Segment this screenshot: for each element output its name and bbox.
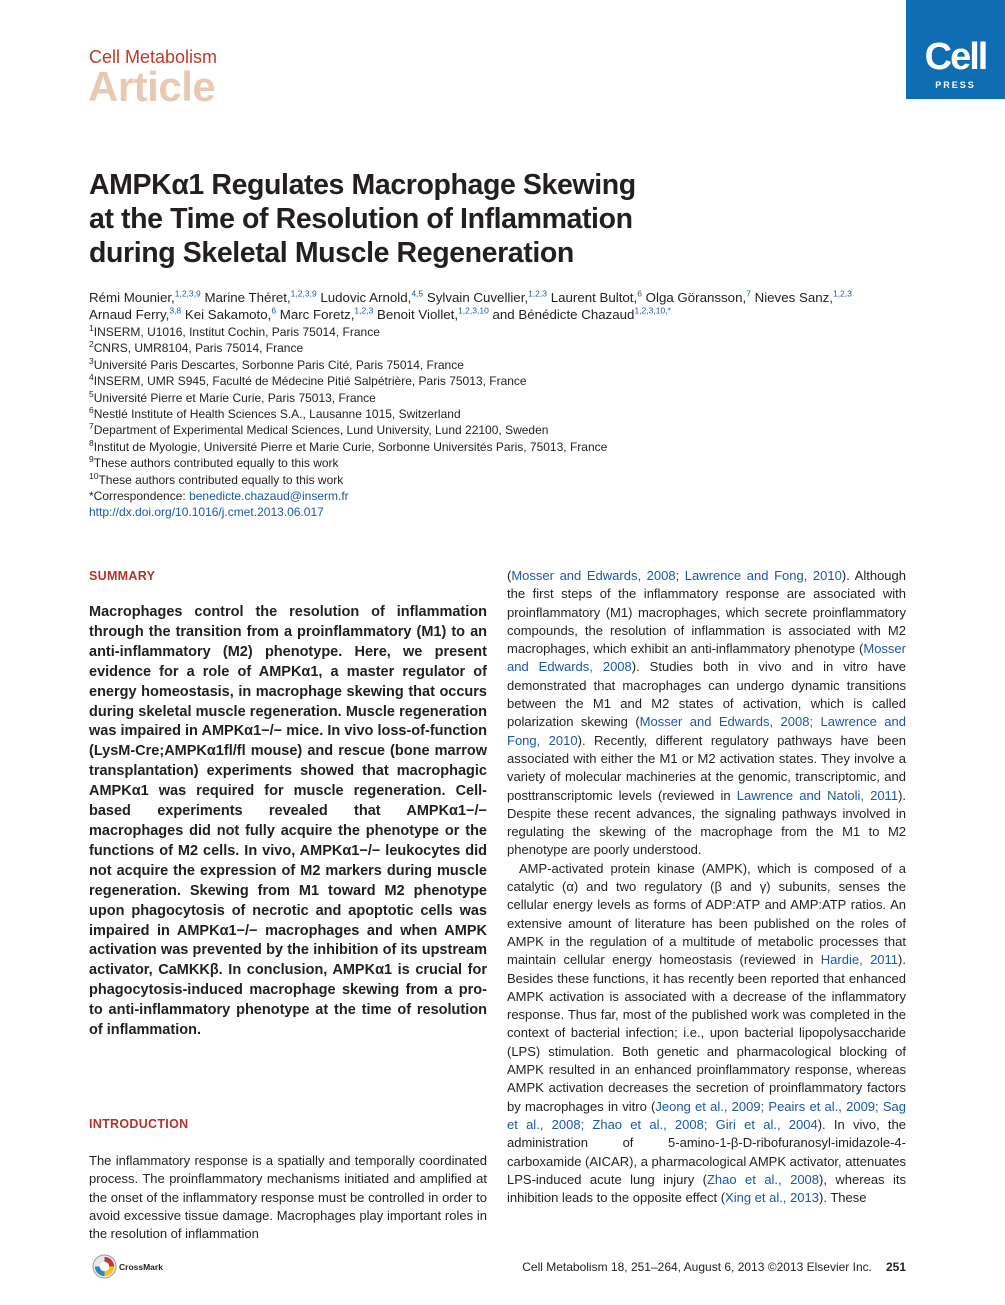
author-affiliation-marker: 6 — [271, 305, 277, 316]
affiliation-text: Université Paris Descartes, Sorbonne Paris Cité, Paris 75014, France — [93, 357, 464, 372]
affiliation-item — [89, 422, 689, 438]
citation-link[interactable]: Xing et al., 2013 — [725, 1190, 819, 1206]
journal-name: Cell Metabolism — [89, 47, 218, 67]
affiliation-item — [89, 439, 689, 455]
affiliation-number: 9 — [89, 454, 94, 465]
affiliation-item — [89, 373, 689, 389]
article-type-label: Article — [88, 63, 216, 110]
correspondence-label: *Correspondence: — [89, 489, 190, 504]
author-affiliation-marker: 1,2,3 — [528, 288, 547, 299]
author-name: Marine Théret, — [204, 290, 291, 305]
author-affiliation-marker: 3,8 — [169, 305, 182, 316]
affiliation-item — [89, 324, 689, 340]
author-name: Rémi Mounier, — [89, 290, 175, 305]
citation-link[interactable]: Mosser and Edwards, 2008; Lawrence and Fong, 2010 — [511, 568, 842, 583]
affiliation-text: These authors contributed equally to this work — [98, 472, 344, 487]
affiliation-number: 3 — [89, 355, 94, 366]
author-name: Sylvain Cuvellier, — [426, 290, 529, 305]
introduction-text: The inflammatory response is a spatially and temporally coordinated process. The proinflammatory mechanisms initiated and amplified at the onset of the inflammatory response must be controlled in order to avoid excessive tissue damage. Macrophages play important roles in the resolution of inflammation — [89, 1153, 487, 1242]
crossmark-icon — [92, 1254, 117, 1279]
footer-citation: Cell Metabolism 18, 251–264, August 6, 2013 ©2013 Elsevier Inc. — [522, 1260, 872, 1274]
affiliation-number: 10 — [89, 470, 99, 481]
title-line: at the Time of Resolution of Inflammation — [89, 203, 633, 235]
correspondence-line — [89, 488, 689, 504]
affiliation-text: Institut de Myologie, Université Pierre et Marie Curie, Sorbonne Universités Paris, 75013, France — [93, 439, 608, 454]
author-name: Arnaud Ferry, — [89, 307, 170, 322]
page-number: 251 — [885, 1260, 906, 1274]
author-name: Ludovic Arnold, — [320, 290, 412, 305]
affiliation-number: 2 — [89, 339, 94, 350]
author-name: and Bénédicte Chazaud — [492, 307, 635, 322]
author-name: Kei Sakamoto, — [184, 307, 272, 322]
citation-link[interactable]: Mosser and Edwards, 2008; Lawrence and Fong, 2010 — [507, 714, 906, 748]
correspondence-email-link[interactable]: benedicte.chazaud@inserm.fr — [189, 489, 349, 504]
author-affiliation-marker: 1,2,3 — [832, 288, 852, 299]
page-footer — [485, 1260, 906, 1274]
author-affiliation-marker: 1,2,3,10,* — [634, 305, 671, 316]
article-title — [89, 168, 789, 270]
affiliation-item — [89, 340, 689, 356]
crossmark-badge[interactable] — [92, 1254, 163, 1279]
affiliation-list — [89, 324, 689, 521]
author-list — [89, 289, 919, 323]
author-name: Olga Göransson, — [645, 290, 747, 305]
logo-sub-text: PRESS — [935, 80, 976, 90]
author-affiliation-marker: 7 — [746, 288, 751, 299]
introduction-heading: INTRODUCTION — [89, 1117, 189, 1131]
right-column-text — [507, 567, 906, 1207]
affiliation-text: Université Pierre et Marie Curie, Paris 75013, France — [93, 390, 376, 405]
paragraph: (Mosser and Edwards, 2008; Lawrence and Fong, 2010). Although the first steps of the inflammatory response are associated with proinflammatory (M1) macrophages, which secrete proinflammatory compounds, the resolution of inflammation is associated with M2 macrophages, which exhibit an anti-inflammatory phenotype (Mosser and Edwards, 2008). Studies both in vivo and in vitro have demonstrated that macrophages can undergo dynamic transitions between the M1 and M2 states of activation, which is called polarization skewing (Mosser and Edwards, 2008; Lawrence and Fong, 2010). Recently, different regulatory pathways have been associated with either the M1 or M2 activation states. They involve a variety of molecular machineries at the genomic, transcriptomic, and posttranscriptomic levels (reviewed in Lawrence and Natoli, 2011). Despite these recent advances, the signaling pathways involved in regulating the skewing of the macrophage from the M1 to M2 phenotype are poorly understood. — [507, 568, 907, 858]
affiliation-number: 7 — [89, 421, 94, 432]
affiliation-text: Nestlé Institute of Health Sciences S.A., Lausanne 1015, Switzerland — [93, 407, 461, 422]
affiliation-text: These authors contributed equally to this work — [93, 456, 339, 471]
affiliation-text: INSERM, U1016, Institut Cochin, Paris 75014, France — [93, 325, 380, 339]
author-name: Laurent Bultot, — [550, 290, 638, 305]
affiliation-number: 4 — [89, 372, 94, 383]
affiliation-number: 5 — [89, 388, 94, 399]
summary-text: Macrophages control the resolution of inflammation through the transition from a proinflammatory (M1) to an anti-inflammatory (M2) phenotype. Here, we present evidence for a role of AMPKα1, a master regulator of energy homeostasis, in macrophage skewing that occurs during skeletal muscle regeneration. Muscle regeneration was impaired in AMPKα1−/− mice. In vivo loss-of-function (LysM-Cre;AMPKα1fl/fl mouse) and rescue (bone marrow transplantation) experiments showed that macrophagic AMPKα1 was required for muscle regeneration. Cell-based experiments revealed that AMPKα1−/− macrophages did not fully acquire the phenotype or the functions of M2 cells. In vivo, AMPKα1−/− leukocytes did not acquire the expression of M2 markers during muscle regeneration. Skewing from M1 toward M2 phenotype upon phagocytosis of necrotic and apoptotic cells was impaired in AMPKα1−/− macrophages and when AMPK activation was prevented by the inhibition of its upstream activator, CaMKKβ. In conclusion, AMPKα1 is crucial for phagocytosis-induced macrophage skewing from a pro- to anti-inflammatory phenotype at the time of resolution of inflammation. — [89, 604, 487, 1039]
affiliation-item — [89, 472, 689, 488]
doi-line — [89, 504, 689, 520]
affiliation-number: 6 — [89, 405, 94, 416]
title-line: AMPKα1 Regulates Macrophage Skewing — [89, 169, 636, 201]
author-affiliation-marker: 6 — [637, 288, 642, 299]
affiliation-item — [89, 357, 689, 373]
author-affiliation-marker: 4,5 — [411, 288, 424, 299]
affiliation-text: INSERM, UMR S945, Faculté de Médecine Pitié Salpétrière, Paris 75013, France — [93, 374, 527, 389]
author-affiliation-marker: 1,2,3,9 — [290, 288, 317, 299]
crossmark-label: CrossMark — [119, 1261, 163, 1272]
paragraph: AMP-activated protein kinase (AMPK), which is composed of a catalytic (α) and two regulatory (β and γ) subunits, senses the cellular energy levels as forms of ADP:ATP and AMP:ATP ratios. An extensive amount of literature has been published on the roles of AMPK in the regulation of a multitude of metabolic processes that maintain cellular energy homeostasis (reviewed in Hardie, 2011). Besides these functions, it has recently been reported that enhanced AMPK activation is associated with a decrease of the inflammatory response. Thus far, most of the published work was completed in the context of bacterial infection; i.e., upon bacterial lipopolysaccharide (LPS) stimulation. Both genetic and pharmacological blocking of AMPK resulted in an enhanced proinflammatory response, whereas AMPK activation decreases the secretion of proinflammatory factors by macrophages in vitro (Jeong et al., 2009; Peairs et al., 2009; Sag et al., 2008; Zhao et al., 2008; Giri et al., 2004). In vivo, the administration of 5-amino-1-β-D-ribofuranosyl-imidazole-4-carboxamide (AICAR), a pharmacological AMPK activator, attenuates LPS-induced acute lung injury (Zhao et al., 2008), whereas its inhibition leads to the opposite effect (Xing et al., 2013). These — [507, 860, 906, 1206]
author-name: Marc Foretz, — [279, 307, 355, 322]
citation-link[interactable]: Hardie, 2011 — [820, 952, 899, 968]
author-affiliation-marker: 1,2,3,9 — [174, 288, 201, 299]
citation-link[interactable]: Jeong et al., 2009; Peairs et al., 2009; Sag et al., 2008; Zhao et al., 2008; Giri et al., 2004 — [507, 1098, 906, 1132]
affiliation-text: Department of Experimental Medical Sciences, Lund University, Lund 22100, Sweden — [93, 423, 549, 438]
affiliation-text: CNRS, UMR8104, Paris 75014, France — [93, 341, 304, 356]
author-name: Nieves Sanz, — [754, 290, 833, 305]
author-affiliation-marker: 1,2,3 — [354, 305, 374, 316]
affiliation-item — [89, 406, 689, 422]
author-affiliation-marker: 1,2,3,10 — [458, 305, 489, 316]
summary-heading: SUMMARY — [89, 569, 156, 583]
doi-link[interactable]: http://dx.doi.org/10.1016/j.cmet.2013.06.017 — [89, 505, 324, 520]
logo-main-text: Cell — [924, 36, 987, 78]
affiliation-number: 8 — [89, 437, 94, 448]
author-name: Benoit Viollet, — [377, 307, 459, 322]
citation-link[interactable]: Mosser and Edwards, 2008 — [507, 641, 906, 675]
affiliation-item — [89, 455, 689, 471]
citation-link[interactable]: Zhao et al., 2008 — [706, 1171, 820, 1187]
affiliation-number: 1 — [89, 323, 94, 333]
citation-link[interactable]: Lawrence and Natoli, 2011 — [736, 787, 899, 803]
title-line: during Skeletal Muscle Regeneration — [89, 237, 574, 269]
cell-press-logo[interactable] — [906, 0, 1005, 99]
affiliation-item — [89, 390, 689, 406]
